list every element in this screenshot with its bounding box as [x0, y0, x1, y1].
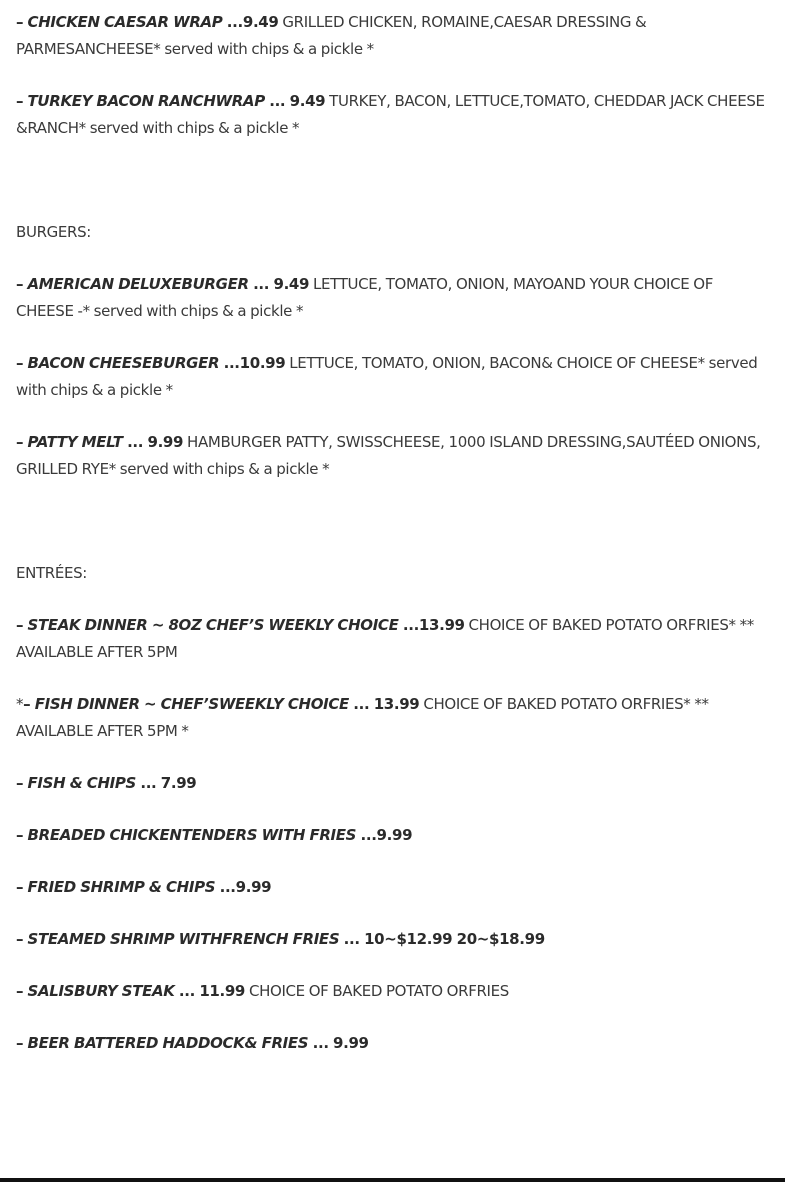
item-name: PATTY MELT: [27, 433, 123, 451]
item-dash: –: [16, 930, 28, 948]
item-name: FISH DINNER ~ CHEF’SWEEKLY CHOICE: [34, 695, 349, 713]
item-dash: –: [16, 878, 28, 896]
item-name: CHICKEN CAESAR WRAP: [27, 13, 223, 31]
item-name: SALISBURY STEAK: [27, 982, 175, 1000]
item-price: ...13.99: [398, 616, 465, 634]
item-name: BACON CHEESEBURGER: [27, 354, 220, 372]
item-dash: –: [16, 616, 28, 634]
item-price: ... 10~$12.99 20~$18.99: [339, 930, 545, 948]
item-description: CHOICE OF BAKED POTATO ORFRIES: [245, 982, 509, 1000]
item-description: CHOICE OF BAKED POTATO ORFRIES* ** AVAILABLE AFTER 5PM *: [16, 695, 709, 740]
item-price: ...9.99: [215, 878, 272, 896]
section-heading-burgers: BURGERS:: [16, 223, 91, 241]
item-description: GRILLED CHICKEN, ROMAINE,CAESAR DRESSING & PARMESANCHEESE* served with chips & a pickle *: [16, 13, 647, 58]
item-price: ... 9.49: [248, 275, 310, 293]
item-price: ...10.99: [219, 354, 286, 372]
menu-item-american-deluxe-burger: [16, 271, 771, 325]
item-dash: –: [16, 774, 28, 792]
item-description: LETTUCE, TOMATO, ONION, BACON& CHOICE OF CHEESE* served with chips & a pickle *: [16, 354, 758, 399]
menu-item-patty-melt: [16, 429, 771, 483]
item-price: ... 9.49: [264, 92, 326, 110]
item-price: ... 7.99: [135, 774, 197, 792]
item-dash: –: [16, 1034, 28, 1052]
item-prefix: *: [16, 695, 24, 713]
section-heading-entrees: ENTRÉES:: [16, 564, 88, 582]
menu-item-beer-battered-haddock: [16, 1030, 771, 1057]
item-dash: –: [16, 13, 28, 31]
item-description: TURKEY, BACON, LETTUCE,TOMATO, CHEDDAR JACK CHEESE &RANCH* served with chips & a pickle *: [16, 92, 765, 137]
menu-item-salisbury-steak: [16, 978, 771, 1005]
item-description: CHOICE OF BAKED POTATO ORFRIES* ** AVAILABLE AFTER 5PM: [16, 616, 754, 661]
item-price: ... 9.99: [122, 433, 184, 451]
item-price: ... 13.99: [348, 695, 420, 713]
item-name: FRIED SHRIMP & CHIPS: [27, 878, 216, 896]
item-name: BREADED CHICKENTENDERS WITH FRIES: [27, 826, 357, 844]
item-description: LETTUCE, TOMATO, ONION, MAYOAND YOUR CHOICE OF CHEESE -* served with chips & a pickle *: [16, 275, 713, 320]
item-name: TURKEY BACON RANCHWRAP: [27, 92, 265, 110]
item-dash: –: [23, 695, 35, 713]
item-price: ...9.49: [222, 13, 279, 31]
item-dash: –: [16, 354, 28, 372]
item-dash: –: [16, 982, 28, 1000]
menu-item-steak-dinner: [16, 612, 771, 666]
item-name: AMERICAN DELUXEBURGER: [27, 275, 249, 293]
item-dash: –: [16, 433, 28, 451]
menu-item-turkey-bacon-ranch-wrap: [16, 88, 771, 142]
menu-item-fish-dinner: [16, 691, 771, 745]
item-price: ... 11.99: [174, 982, 246, 1000]
item-name: BEER BATTERED HADDOCK& FRIES: [27, 1034, 309, 1052]
menu-item-bacon-cheeseburger: [16, 350, 771, 404]
menu-item-fried-shrimp-and-chips: [16, 874, 771, 901]
item-description: HAMBURGER PATTY, SWISSCHEESE, 1000 ISLAND DRESSING,SAUTÉED ONIONS, GRILLED RYE* served with chips & a pickle *: [16, 433, 761, 478]
menu-item-breaded-chicken-tenders: [16, 822, 771, 849]
item-price: ...9.99: [356, 826, 413, 844]
menu-item-fish-and-chips: [16, 770, 771, 797]
menu-item-steamed-shrimp: [16, 926, 771, 953]
item-dash: –: [16, 826, 28, 844]
item-name: STEAK DINNER ~ 8OZ CHEF’S WEEKLY CHOICE: [27, 616, 399, 634]
item-name: FISH & CHIPS: [27, 774, 136, 792]
item-dash: –: [16, 92, 28, 110]
menu-item-chicken-caesar-wrap: [16, 9, 771, 63]
footer-divider: [0, 1178, 785, 1182]
item-name: STEAMED SHRIMP WITHFRENCH FRIES: [27, 930, 340, 948]
item-price: ... 9.99: [308, 1034, 369, 1052]
item-dash: –: [16, 275, 28, 293]
